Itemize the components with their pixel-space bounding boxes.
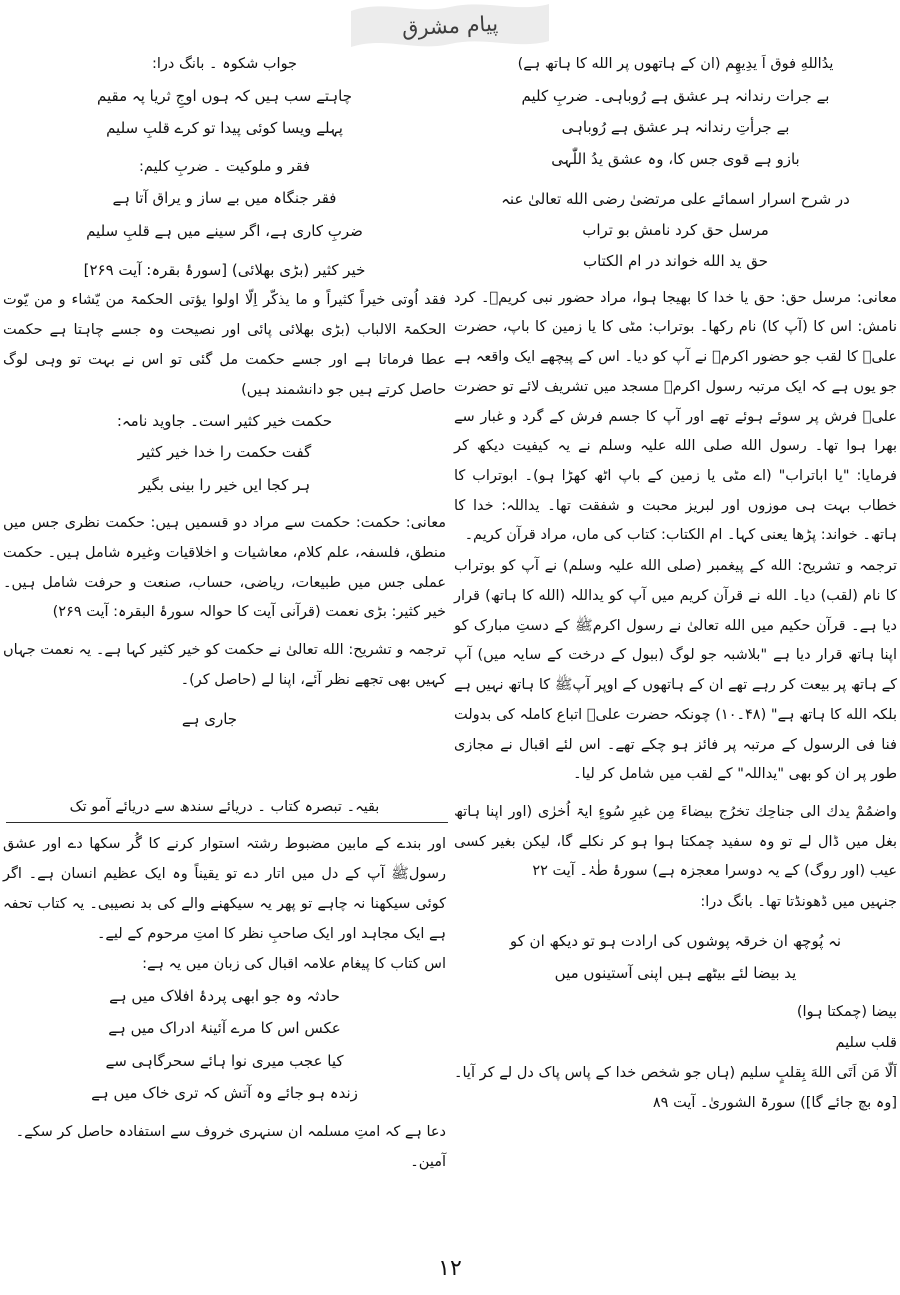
body-columns: [0, 50, 900, 1235]
quran-verse-paragraph: اَلّا مَن اَتَی اللهَ بِقلبٍ سلیم (ہاں جو شخص خدا کے پاس پاک دل لے کر آیا۔ [وہ بچ جائے گا]) سورۃ الشوریٰ۔ آیت ۸۹: [454, 1065, 897, 1111]
paragraph: اس کتاب کا پیغام علامہ اقبال کی زبان میں یہ ہے:: [142, 956, 446, 973]
spacer: [454, 919, 897, 926]
verse-line: ضربِ کاری ہے، اگر سینے میں ہے قلبِ سلیم: [86, 221, 363, 240]
section-heading: بقیہ۔ تبصرہ کتاب ۔ دریائے سندھ سے دریائے آمو تک: [69, 798, 380, 815]
spacer: [454, 791, 897, 798]
verse-line: چاہتے سب ہیں کہ ہوں اوجِ ثریا پہ مقیم: [97, 86, 352, 105]
book-title-ribbon: [345, 1, 555, 51]
spacer: [3, 735, 446, 749]
verse-line: پہلے ویسا کوئی پیدا تو کرے قلبِ سلیم: [106, 119, 343, 138]
continuation-note: جاری ہے: [181, 709, 238, 728]
text-line: جواب شکوہ ۔ بانگ درا:: [151, 56, 298, 72]
section-divider: [6, 822, 448, 823]
spacer: [3, 749, 446, 793]
spacer: [3, 629, 446, 636]
spacer: [3, 502, 446, 509]
spacer: [3, 146, 446, 153]
verse-line: زندہ ہو جائے وہ آتش کہ تری خاک میں ہے: [91, 1084, 358, 1103]
text-line: جنہیں میں ڈھونڈتا تھا۔ بانگ درا:: [700, 894, 897, 911]
gloss-line: قلب سلیم: [835, 1034, 897, 1051]
spacer: [454, 277, 897, 284]
spacer: [3, 1111, 446, 1118]
text-line: حکمت خیر کثیر است۔ جاوید نامہ:: [116, 412, 333, 431]
gloss-line: بیضا (چمکتا ہوا): [796, 1003, 897, 1020]
paragraph: اور بندے کے مابین مضبوط رشتہ استوار کرنے کا گُر سکھا دے اور عشق رسولﷺ آپ کے دل میں اتار دے تو یقیناً وہ ایک عظیم انسان ہے۔ اگر کوئی سیکھنا نہ چاہے تو پھر یہ سیکھنے والے کی بد نصیبی۔ یہ کتاب تحفہ ہے ایک مجاہد اور ایک صاحبِ نظر کا امتِ مرحوم کے لیے۔: [3, 836, 446, 942]
left-column: [3, 50, 446, 1235]
verse-line: ہر کجا ایں خیر را بینی بگیر: [138, 475, 311, 494]
verse-line: عکس اس کا مرے آئینۂ ادراک میں ہے: [108, 1019, 341, 1038]
text-line: در شرح اسرار اسمائے علی مرتضیٰ رضی الله تعالیٰ عنہ: [501, 189, 850, 208]
verse-line: کیا عجب میری نوا ہائے سحرگاہی سے: [105, 1051, 344, 1070]
text-line: فقر و ملوکیت ۔ ضربِ کلیم:: [139, 158, 310, 175]
page-number: ۱۲: [438, 1256, 462, 1281]
quran-verse-paragraph: فقد اُوتی خیراً کثیراً و ما یذکّر اِلّا اولوا یؤتی الحکمۃ من یّشاء و من یّوت الحکمۃ الالباب (بڑی بھلائی پائی اور نصیحت وہ جسے چاہتا ہے حکمت عطا فرماتا ہے اور جسے حکمت مل گئی تو اس نے بہت تو وہی لوگ حاصل کرتے ہیں جو دانشمند ہیں): [3, 292, 446, 398]
paragraph: دعا ہے کہ امتِ مسلمہ ان سنہری خروف سے استفادہ حاصل کر سکے۔ آمین۔: [15, 1123, 446, 1170]
text-line: یدُاللهِ فوق اَ یدِیهِم (ان کے ہاتھوں پر الله کا ہاتھ ہے): [517, 56, 834, 72]
verse-line: ید بیضا لئے بیٹھے ہیں اپنی آستینوں میں: [554, 964, 797, 983]
paragraph: معانی: حکمت: حکمت سے مراد دو قسمیں ہیں: حکمت نظری جس میں منطق، فلسفہ، علم کلام، معاشیات و اخلاقیات وغیرہ شامل ہیں۔ حکمت عملی جس میں طبیعات، ریاضی، حساب، صنعت و حرفت شامل ہیں۔ خیر کثیر: بڑی نعمت (قرآنی آیت کا حوالہ سورۂ البقرہ: آیت ۲۶۹): [3, 515, 446, 621]
verse-line: بے جرأتِ رندانہ ہر عشق ہے رُوباہی: [561, 117, 790, 136]
quran-verse-paragraph: واضمُمْ یدك الی جناحِك تخرُج بیضاءَ مِن غیرِ سُوءٍ ایۃ اُخرٰی (اور اپنا ہاتھ بغل میں ڈال لے تو وہ سفید چمکتا ہوا ہو کر نکلے گا، لیکن بغیر کسی عیب (اور روگ) کے یہ دوسرا معجزہ ہے) سورۂ طٰہٰ۔ آیت ۲۲: [454, 803, 897, 880]
verse-line: حادثہ وہ جو ابھی پردۂ افلاک میں ہے: [109, 986, 340, 1005]
verse-line: نہ پُوچھ ان خرقہ پوشوں کی ارادت ہو تو دیکھ ان کو: [509, 931, 842, 950]
verse-line: فقر جنگاہ میں بے ساز و یراق آتا ہے: [112, 189, 337, 208]
verse-line: گفت حکمت را خدا خیر کثیر: [137, 443, 312, 462]
spacer: [3, 823, 446, 830]
text-line: مرسل حق کرد نامش بو تراب: [582, 220, 769, 239]
spacer: [454, 177, 897, 184]
book-title: پیام مشرق: [401, 11, 499, 41]
spacer: [454, 991, 897, 998]
spacer: [3, 697, 446, 704]
paragraph: معانی: مرسل حق: حق یا خدا کا بھیجا ہوا، مراد حضور نبی کریمﷺ۔ کرد نامش: اس کا (آپ کا) نام رکھا۔ بوتراب: مٹی کا یا زمین کا باپ، حضرت علیؓ کا لقب جو حضور اکرمﷺ نے آپ کو دیا۔ اس کے پیچھے ایک واقعہ ہے جو یوں ہے کہ ایک مرتبہ رسول اکرمﷺ مسجد میں تشریف لائے تو حضرت علیؓ فرش پر سوئے ہوئے تھے اور آپ کا جسم فرش کے گرد و غبار سے بھرا ہوا تھا۔ رسول الله صلی الله علیہ وسلم نے یہ کیفیت دیکھ کر فرمایا: "یا اباتراب" (اے مٹی یا زمین کے باپ اٹھ کھڑا ہو)۔ ابوتراب کا خطاب بہت ہی موزوں اور لبریز محبت و شفقت تھا۔ یداللہ: خدا کا ہاتھ۔ خواند: پڑھا یعنی کہا۔ ام الکتاب: کتاب کی ماں، مراد قرآن کریم۔: [454, 289, 897, 544]
paragraph: ترجمہ و تشریح: الله تعالیٰ نے حکمت کو خیر کثیر کہا ہے۔ یہ نعمت جہاں کہیں بھی تجھے نظر آئے، اپنا لے (حاصل کر)۔: [3, 642, 446, 688]
page-header: [0, 0, 900, 52]
verse-line: بازو ہے قوی جس کا، وہ عشق یدُ اللّٰہی: [551, 150, 800, 169]
text-line: بے جرات رندانہ ہر عشق ہے رُوباہی۔ ضربِ کلیم: [521, 86, 830, 105]
right-column: [454, 50, 897, 1235]
spacer: [3, 248, 446, 255]
text-line: خیر کثیر (بڑی بھلائی) [سورۂ بقرہ: آیت ۲۶۹]: [83, 261, 366, 280]
paragraph: ترجمہ و تشریح: الله کے پیغمبر (صلی الله علیہ وسلم) نے آپ کو بوتراب کا نام (لقب) دیا۔ الله نے قرآن کریم میں آپ کو یداللہ (الله کا ہاتھ) قرار دیا ہے۔ قرآن حکیم میں الله تعالیٰ نے رسول اکرمﷺ کے دستِ مبارک کو اپنا ہاتھ قرار دیا ہے "بلاشبہ جو لوگ (ببول کے درخت کے سایہ میں) آپ کے ہاتھ پر بیعت کر رہے تھے ان کے ہاتھوں کے اوپر آپﷺ کا ہاتھ نہیں ہے بلکہ الله کا ہاتھ ہے" (۴۸۔۱۰) چونکہ حضرت علیؓ اتباع کاملہ کی بدولت فنا فی الرسول کے مرتبہ پر فائز ہو چکے تھے۔ اس لئے اقبال نے مجازی طور پر ان کو بھی "یداللہ" کے لقب میں شامل کر لیا۔: [454, 558, 897, 783]
text-line: حق ید الله خواند در ام الکتاب: [582, 251, 769, 270]
